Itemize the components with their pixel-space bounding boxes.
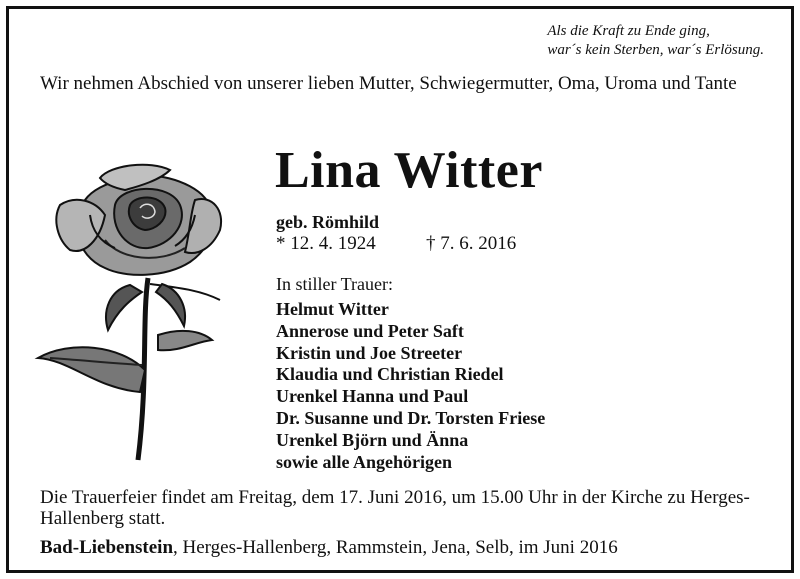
birth-date: * 12. 4. 1924	[276, 233, 376, 254]
mourner-item: Helmut Witter	[276, 299, 389, 319]
life-dates	[276, 233, 517, 255]
mourner-item: sowie alle Angehörigen	[276, 451, 452, 472]
mourner-item: Urenkel Hanna und Paul	[276, 386, 469, 407]
intro-text: Wir nehmen Abschied von unserer lieben Mutter, Schwiegermutter, Oma, Uroma und Tante	[40, 73, 737, 94]
mourners-list	[276, 299, 545, 473]
deceased-name: Lina Witter	[275, 142, 543, 199]
rose-icon	[30, 160, 230, 465]
mourner-item: Kristin und Joe Streeter	[276, 342, 463, 363]
death-date: † 7. 6. 2016	[426, 233, 517, 254]
place-and-date	[40, 537, 618, 559]
place-town: Bad-Liebenstein	[40, 537, 174, 558]
mourner-item: Annerose und Peter Saft	[276, 320, 464, 341]
mourner-item: Klaudia und Christian Riedel	[276, 364, 504, 385]
birth-name: geb. Römhild	[276, 212, 380, 232]
motto	[547, 22, 764, 60]
mourner-item: Urenkel Björn und Änna	[276, 429, 469, 450]
mourning-label: In stiller Trauer:	[276, 274, 393, 294]
place-rest: , Herges-Hallenberg, Rammstein, Jena, Selb, im Juni 2016	[173, 537, 618, 558]
funeral-info: Die Trauerfeier findet am Freitag, dem 17. Juni 2016, um 15.00 Uhr in der Kirche zu Herges-Hallenberg statt.	[40, 487, 750, 529]
motto-line-1: Als die Kraft zu Ende ging,	[547, 23, 710, 39]
motto-line-2: war´s kein Sterben, war´s Erlösung.	[547, 42, 764, 58]
mourner-item: Dr. Susanne und Dr. Torsten Friese	[276, 407, 546, 428]
